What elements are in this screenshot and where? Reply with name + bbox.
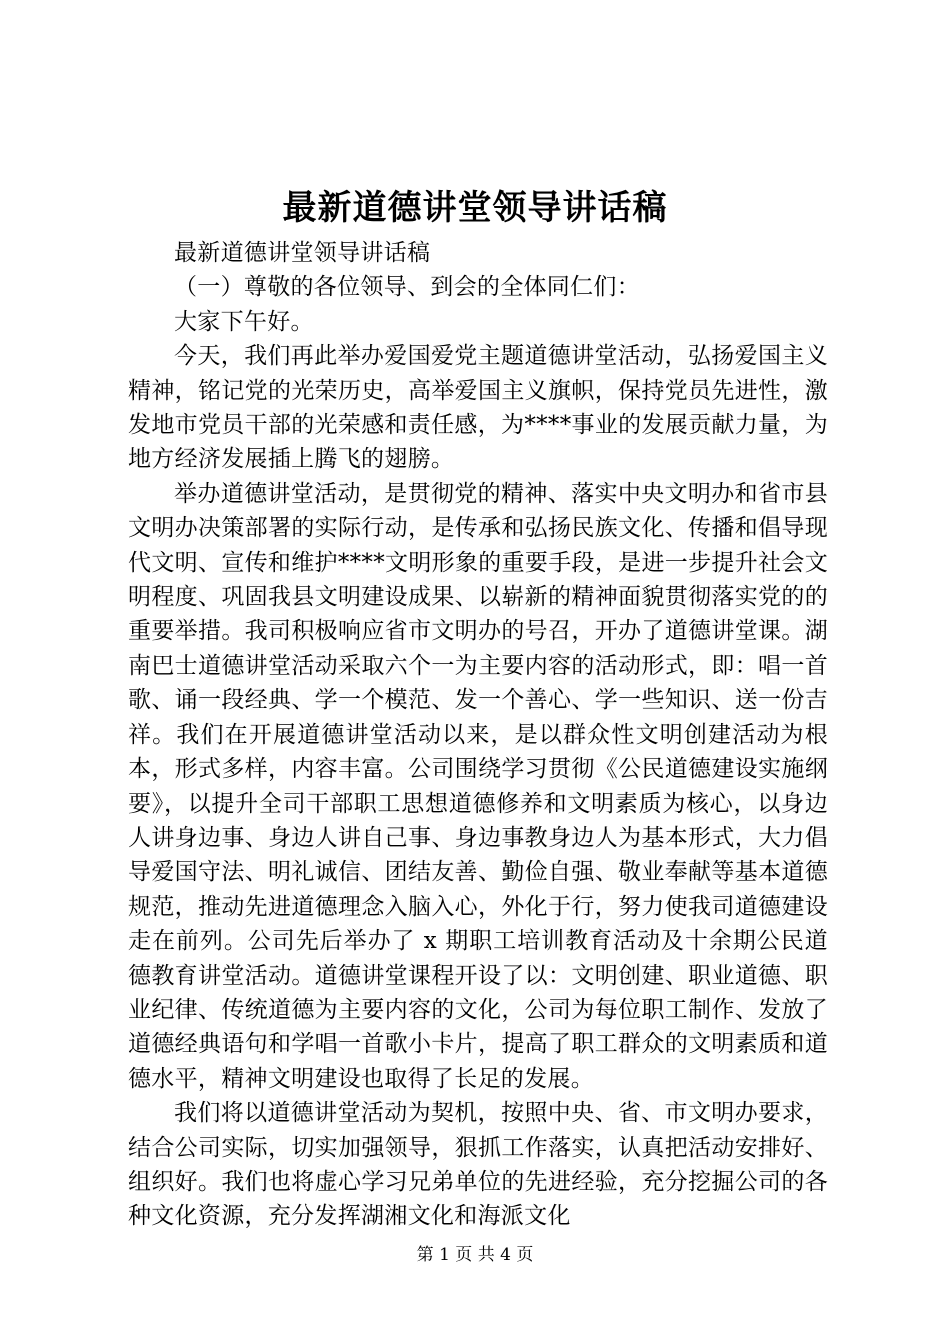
paragraph-greeting: 大家下午好。	[174, 308, 314, 335]
paragraph-subtitle: 最新道德讲堂领导讲话稿	[174, 240, 431, 266]
paragraph-plans: 我们将以道德讲堂活动为契机，按照中央、省、市文明办要求，结合公司实际，切实加强领导，狠抓工作落实，认真把活动安排好、组织好。我们也将虚心学习兄弟单位的先进经验，充分挖掘公司的各种文化资源，充分发挥湖湘文化和海派文化	[128, 1100, 828, 1230]
document-body	[128, 236, 828, 1234]
paragraph-intro: 今天，我们再此举办爱国爱党主题道德讲堂活动，弘扬爱国主义精神，铭记党的光荣历史，高举爱国主义旗帜，保持党员先进性，激发地市党员干部的光荣感和责任感，为****事业的发展贡献力量，为地方经济发展插上腾飞的翅膀。	[128, 343, 828, 473]
page-footer: 第 1 页 共 4 页	[416, 1245, 534, 1265]
paragraph-salutation: （一）尊敬的各位领导、到会的全体同仁们：	[174, 274, 640, 301]
document-title: 最新道德讲堂领导讲话稿	[282, 188, 668, 228]
paragraph-activities: 举办道德讲堂活动，是贯彻党的精神、落实中央文明办和省市县文明办决策部署的实际行动，是传承和弘扬民族文化、传播和倡导现代文明、宣传和维护****文明形象的重要手段，是进一步提升社会文明程度、巩固我县文明建设成果、以崭新的精神面貌贯彻落实党的的重要举措。我司积极响应省市文明办的号召，开办了道德讲堂课。湖南巴士道德讲堂活动采取六个一为主要内容的活动形式，即：唱一首歌、诵一段经典、学一个模范、发一个善心、学一些知识、送一份吉祥。我们在开展道德讲堂活动以来，是以群众性文明创建活动为根本，形式多样，内容丰富。公司围绕学习贯彻《公民道德建设实施纲要》，以提升全司干部职工思想道德修养和文明素质为核心，以身边人讲身边事、身边人讲自己事、身边事教身边人为基本形式，大力倡导爱国守法、明礼诚信、团结友善、勤俭自强、敬业奉献等基本道德规范，推动先进道德理念入脑入心，外化于行，努力使我司道德建设走在前列。公司先后举办了 x 期职工培训教育活动及十余期公民道德教育讲堂活动。道德讲堂课程开设了以：文明创建、职业道德、职业纪律、传统道德为主要内容的文化，公司为每位职工制作、发放了道德经典语句和学唱一首歌小卡片，提高了职工群众的文明素质和道德水平，精神文明建设也取得了长足的发展。	[128, 480, 828, 1092]
